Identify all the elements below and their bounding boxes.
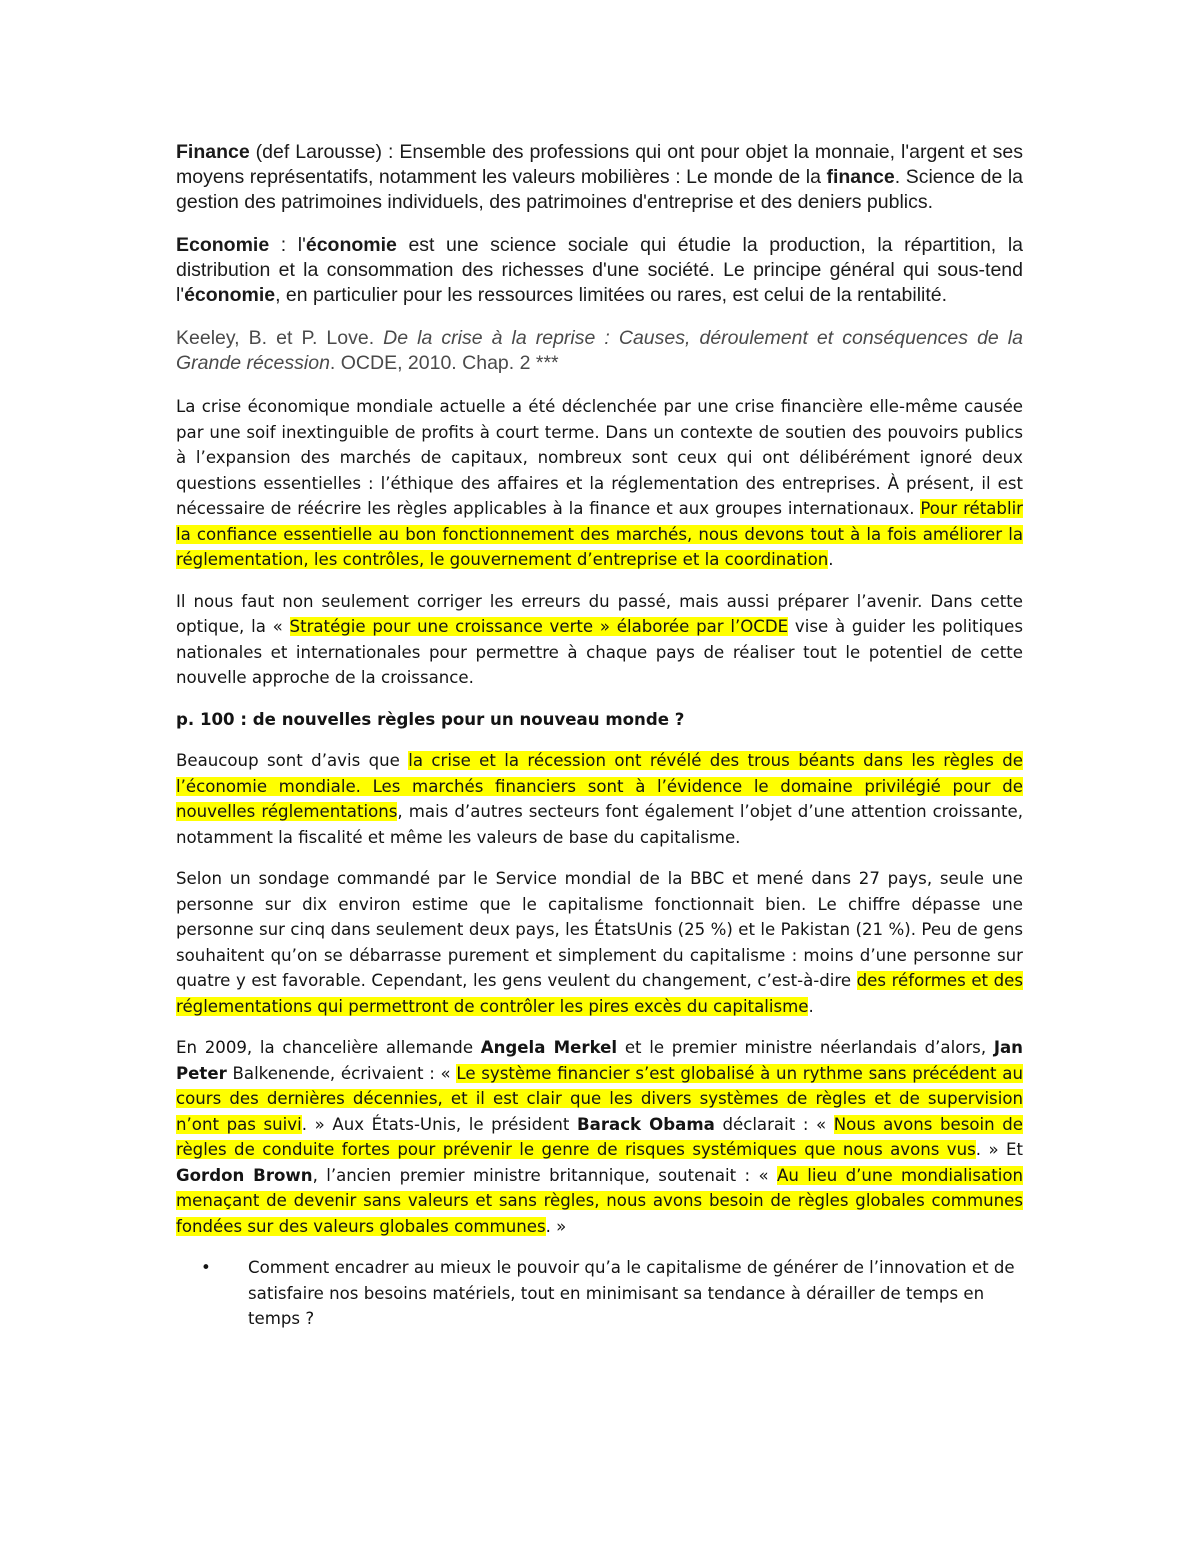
- highlighted-text: Pour rétablir la confiance essentielle au bon fonctionnement des marchés, nous devons tout à la fois améliorer la réglementation, les contrôles, le gouvernement d’entreprise et la coordination: [176, 499, 1023, 569]
- highlighted-text: Le système financier s’est globalisé à un rythme sans précédent au cours des dernières décennies, et il est clair que les divers systèmes de règles et de supervision n’ont pas suivi: [176, 1063, 1023, 1134]
- reference-title: De la crise à la reprise : Causes, déroulement et conséquences de la Grande récession: [176, 327, 1023, 374]
- paragraph-text: Beaucoup sont d’avis que: [176, 751, 409, 770]
- term-economie: Economie: [176, 234, 270, 256]
- term-economie-inline: économie: [305, 234, 397, 256]
- highlighted-text: Stratégie pour une croissance verte » élaborée par l’OCDE: [289, 617, 789, 636]
- list-item-text: Comment encadrer au mieux le pouvoir qu’a le capitalisme de générer de l’innovation et de satisfaire nos besoins matériels, tout en minimisant sa tendance à dérailler de temps en temps ?: [248, 1258, 1015, 1328]
- bullet-list: [176, 1255, 1023, 1332]
- definition-text: . Science de la gestion des patrimoines individuels, des patrimoines d'entreprise et des deniers publics.: [176, 166, 1023, 213]
- term-finance: Finance: [176, 141, 250, 163]
- paragraph-text: En 2009, la chancelière allemande: [176, 1038, 481, 1057]
- paragraph-green-growth: [176, 589, 1023, 691]
- paragraph-crisis: [176, 394, 1023, 573]
- paragraph-text: vise à guider les politiques nationales et internationales pour permettre à chaque pays de réaliser tout le potentiel de cette nouvelle approche de la croissance.: [176, 617, 1023, 687]
- highlighted-text: la crise et la récession ont révélé des trous béants dans les règles de l’économie mondiale. Les marchés financiers sont à l’évidence le domaine privilégié pour de nouvelles réglementations: [176, 751, 1023, 821]
- term-finance-inline: finance: [826, 166, 895, 188]
- paragraph-text: Balkenende, écrivaient : «: [226, 1063, 457, 1083]
- paragraph-text: .: [828, 550, 834, 569]
- definition-text: : l': [269, 234, 306, 256]
- term-economie-inline: économie: [184, 284, 276, 306]
- reference-rest: . OCDE, 2010. Chap. 2 ***: [329, 352, 559, 374]
- paragraph-text: Il nous faut non seulement corriger les erreurs du passé, mais aussi préparer l’avenir. Dans cette optique, la «: [176, 591, 1023, 636]
- highlighted-text: des réformes et des réglementations qui permettront de contrôler les pires excès du capitalisme: [176, 971, 1023, 1016]
- paragraph-text: , l’ancien premier ministre britannique, soutenait : «: [312, 1165, 778, 1185]
- reference-citation: [176, 326, 1023, 376]
- heading-text: p. 100 : de nouvelles règles pour un nouveau monde ?: [176, 709, 685, 729]
- definition-text: est une science sociale qui étudie la production, la répartition, la distribution et la consommation des richesses d'une société. Le principe général qui sous-tend l': [176, 234, 1023, 306]
- paragraph-text: . »: [545, 1216, 567, 1236]
- paragraph-leaders-quotes: [176, 1035, 1023, 1239]
- highlighted-text: Nous avons besoin de règles de conduite fortes pour prévenir le genre de risques systémiques que nous avons vus: [176, 1114, 1024, 1159]
- bullet-icon: •: [201, 1258, 211, 1277]
- definition-text: (def Larousse) : Ensemble des professions qui ont pour objet la monnaie, l'argent et ses moyens représentatifs, notamment les valeurs mobilières : Le monde de la: [176, 141, 1023, 188]
- paragraph-text: .: [808, 996, 814, 1016]
- name-merkel: Angela Merkel: [480, 1038, 618, 1057]
- paragraph-text: Selon un sondage commandé par le Service mondial de la BBC et mené dans 27 pays, seule une personne sur dix environ estime que le capitalisme fonctionnait bien. Le chiffre dépasse une personne sur cinq dans seulement deux pays, les ÉtatsUnis (25 %) et le Pakistan (21 %). Peu de gens souhaitent qu’on se débarrasse purement et simplement du capitalisme : moins d’une personne sur quatre y est favorable. Cependant, les gens veulent du changement, c’est-à-dire: [176, 869, 1023, 990]
- paragraph-text: La crise économique mondiale actuelle a été déclenchée par une crise financière elle-même causée par une soif inextinguible de profits à court terme. Dans un contexte de soutien des pouvoirs publics à l’expansion des marchés de capitaux, nombreux sont ceux qui ont délibérément ignoré deux questions essentielles : l’éthique des affaires et la réglementation des entreprises. À présent, il est nécessaire de réécrire les règles applicables à la finance et aux groupes internationaux.: [176, 397, 1023, 518]
- document-page: [176, 140, 1023, 1332]
- paragraph-bbc-survey: [176, 866, 1023, 1019]
- paragraph-text: . » Aux États-Unis, le président: [301, 1114, 577, 1134]
- list-item: [176, 1255, 1023, 1332]
- paragraph-text: , mais d’autres secteurs font également l’objet d’une attention croissante, notamment la fiscalité et même les valeurs de base du capitalisme.: [176, 802, 1023, 847]
- section-heading: [176, 707, 1023, 733]
- highlighted-text: Au lieu d’une mondialisation menaçant de devenir sans valeurs et sans règles, nous avons besoin de règles globales communes fondées sur des valeurs globales communes: [176, 1165, 1024, 1236]
- definition-text: , en particulier pour les ressources limitées ou rares, est celui de la rentabilité.: [275, 284, 948, 306]
- paragraph-text: . » Et: [975, 1140, 1023, 1159]
- paragraph-new-rules: [176, 748, 1023, 850]
- definition-economie: [176, 233, 1023, 308]
- name-jan-peter: Jan Peter: [176, 1038, 1023, 1083]
- reference-authors: Keeley, B. et P. Love.: [176, 327, 384, 349]
- name-obama: Barack Obama: [576, 1114, 715, 1134]
- name-brown: Gordon Brown: [176, 1165, 313, 1185]
- definition-finance: [176, 140, 1023, 215]
- paragraph-text: et le premier ministre néerlandais d’alors,: [617, 1038, 994, 1057]
- paragraph-text: déclarait : «: [714, 1114, 834, 1134]
